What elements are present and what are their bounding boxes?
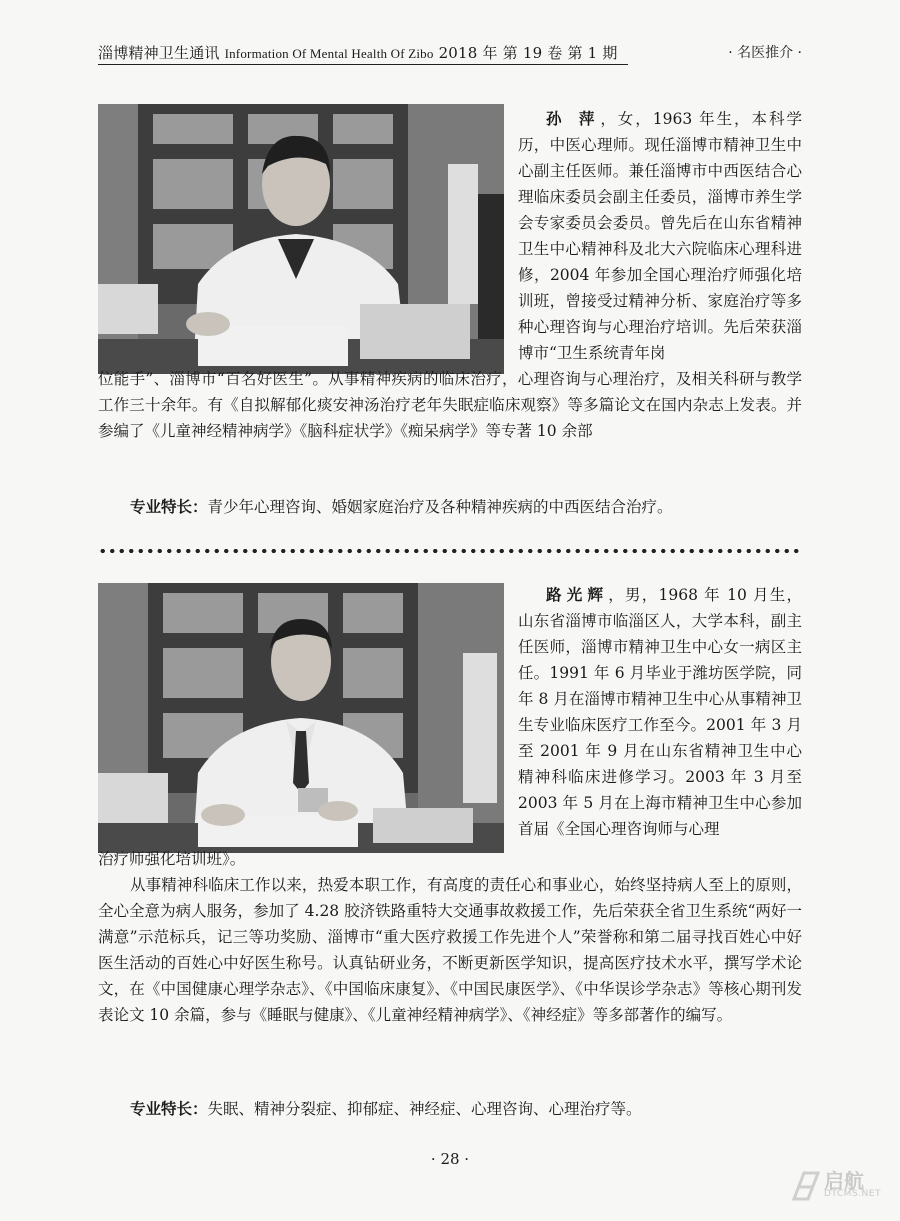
- section-divider: [98, 548, 802, 554]
- journal-title: [98, 42, 618, 63]
- watermark-subtext: DTCMS.NET: [824, 1189, 881, 1199]
- doctor1-bio-text: ，女，1963 年生，本科学历，中医心理师。现任淄博市精神卫生中心副主任医师。兼任淄博市中西医结合心理临床委员会副主任委员，淄博市养生学会专家委员会委员。曾先后在山东省精神卫生中心精神科及北大六院临床心理科进修，2004 年参加全国心理治疗师强化培训班，曾接受过精神分析、家庭治疗等多种心理咨询与心理治疗培训。先后荣获淄博市“卫生系统青年岗: [518, 110, 802, 362]
- doctor1-bio-intro: [518, 106, 802, 366]
- doctor1-name: 孙 萍: [546, 109, 601, 128]
- page-header: [98, 40, 802, 66]
- doctor2-photo: [98, 583, 504, 853]
- doctor2-career-paragraph: 从事精神科临床工作以来，热爱本职工作，有高度的责任心和事业心，始终坚持病人至上的原则，全心全意为病人服务，参加了 4.28 胶济铁路重特大交通事故救援工作，先后荣获全省卫生系统“两好一满意”示范标兵，记三等功奖励、淄博市“重大医疗救援工作先进个人”荣誉称和第二届寻找百姓心中好医生活动的百姓心中好医生称号。认真钻研业务，不断更新医学知识，提高医疗技术水平，撰写学术论文，在《中国健康心理学杂志》、《中国临床康复》、《中国民康医学》、《中华误诊学杂志》等核心期刊发表论文 10 余篇，参与《睡眠与健康》、《儿童神经精神病学》、《神经症》等多部著作的编写。: [98, 876, 802, 1024]
- journal-title-en: Information Of Mental Health Of Zibo: [224, 46, 434, 61]
- doctor1-specialty-text: 青少年心理咨询、婚姻家庭治疗及各种精神疾病的中西医结合治疗。: [207, 498, 673, 516]
- doctor2-specialty: [98, 1096, 802, 1122]
- doctor2-bio-intro: [518, 582, 802, 842]
- header-rule: [98, 64, 628, 65]
- watermark-logo-icon: [790, 1169, 822, 1203]
- doctor2-specialty-label: 专业特长：: [130, 1099, 208, 1118]
- journal-title-cn: 淄博精神卫生通讯: [98, 44, 220, 62]
- doctor2-name: 路光辉: [546, 585, 609, 604]
- doctor1-specialty: [98, 494, 802, 520]
- section-label: · 名医推介 ·: [728, 45, 802, 61]
- doctor1-photo: [98, 104, 504, 374]
- doctor1-specialty-label: 专业特长：: [130, 497, 208, 516]
- page-number: · 28 ·: [430, 1150, 470, 1168]
- doctor2-bio-continued: 治疗师强化培训班》。: [98, 850, 246, 868]
- watermark-text: 启航: [824, 1169, 864, 1193]
- doctor1-bio-continued: 位能手”、淄博市“百名好医生”。从事精神疾病的临床治疗，心理咨询与心理治疗，及相关科研与教学工作三十余年。有《自拟解郁化痰安神汤治疗老年失眠症临床观察》等多篇论文在国内杂志上发表。并参编了《儿童神经精神病学》《脑科症状学》《痴呆病学》等专著 10 余部: [98, 370, 802, 440]
- doctor2-bio-text: ，男，1968 年 10 月生，山东省淄博市临淄区人，大学本科，副主任医师，淄博市精神卫生中心女一病区主任。1991 年 6 月毕业于潍坊医学院，同年 8 月在淄博市精神卫生中心从事精神卫生专业临床医疗工作至今。2001 年 3 月至 2001 年 9 月在山东省精神卫生中心精神科临床进修学习。2003 年 3 月至 2003 年 5 月在上海市精神卫生中心参加首届《全国心理咨询师与心理: [518, 586, 802, 838]
- watermark-logo: [790, 1165, 880, 1207]
- issue-info: 2018 年 第 19 卷 第 1 期: [438, 44, 618, 62]
- doctor2-specialty-text: 失眠、精神分裂症、抑郁症、神经症、心理咨询、心理治疗等。: [207, 1100, 642, 1118]
